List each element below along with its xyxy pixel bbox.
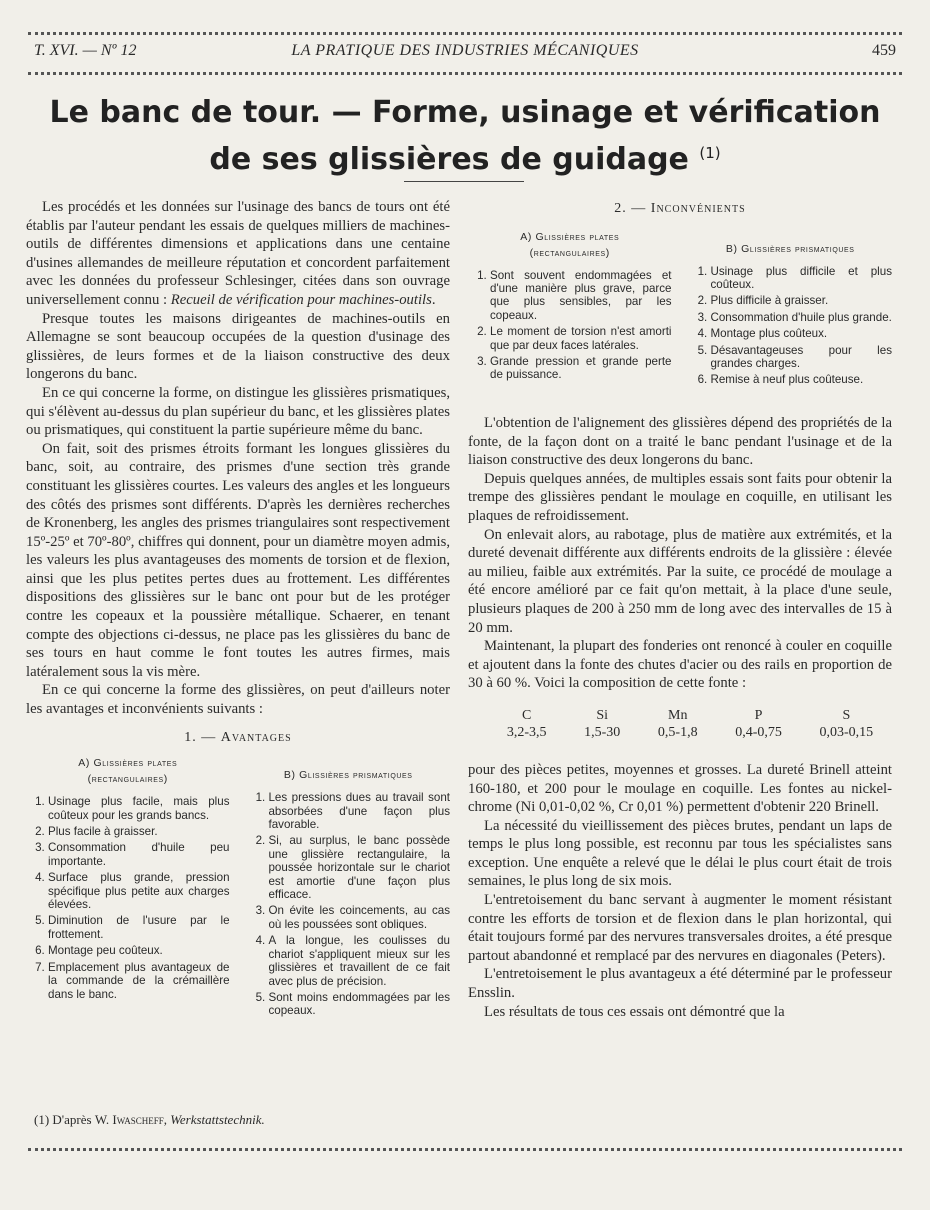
composition-column <box>584 707 620 741</box>
left-column <box>26 198 450 1021</box>
title-rule <box>404 181 524 182</box>
composition-column <box>735 707 782 741</box>
paragraph: L'entretoisement le plus avantageux a été déterminé par le professeur Ensslin. <box>468 966 892 1002</box>
issue-number: T. XVI. — Nº 12 <box>34 42 137 59</box>
paragraph: En ce qui concerne la forme des glissières, on peut d'ailleurs noter les avantages et inconvénients suivants : <box>26 682 450 718</box>
list-item: 7. Emplacement plus avantageux de la commande de la crémaillère dans le banc. <box>48 961 230 1001</box>
footnote: (1) D'après W. Iwascheff, Werkstattstechnik. <box>34 1112 265 1127</box>
element-range: 1,5-30 <box>584 724 621 740</box>
paragraph: pour des pièces petites, moyennes et grosses. La dureté Brinell atteint 160-180, et 200 pour le moulage en coquille. Les fontes au nickel-chrome (Ni 0,01-0,02 %, Cr 0,01 %) permettent d'obtenir 220 Brinell. <box>468 761 892 816</box>
paragraph: L'entretoisement du banc servant à augmenter le moment résistant contre les efforts de torsion et de flexion dans le plan horizontal, qui était toujours formé par des nervures transversales droites, a été presque partout abandonné et remplacé par des nervures en diagonales (Peters). <box>468 892 892 964</box>
list-item: 1. Usinage plus difficile et plus coûteux. <box>710 265 892 292</box>
list-item: 6. Remise à neuf plus coûteuse. <box>710 373 892 386</box>
inconvenients-table <box>468 229 892 390</box>
list-item: 2. Plus difficile à graisser. <box>710 294 892 307</box>
advantages-table <box>26 755 450 1021</box>
list-item: 1. Usinage plus facile, mais plus coûteux pour les grands bancs. <box>48 795 230 822</box>
element-symbol: P <box>754 707 763 723</box>
running-header <box>34 42 896 64</box>
element-range: 0,5-1,8 <box>657 724 698 740</box>
paragraph: La nécessité du vieillissement des pièces brutes, pendant un laps de temps le plus long possible, est reconnu par tous les spécialistes sans exception. Une enquête a relevé que le délai le plus court était de trois semaines, le plus long de six mois. <box>468 817 892 890</box>
element-symbol: Si <box>596 707 609 723</box>
paragraph: Depuis quelques années, de multiples essais sont faits pour obtenir la trempe des glissières pendant le moulage en coquille, en utilisant les plaques de refroidissement. <box>468 470 892 524</box>
list-item: 2. Le moment de torsion n'est amorti que par deux faces latérales. <box>490 325 672 352</box>
advantages-flat <box>26 755 230 1021</box>
element-symbol: C <box>521 707 532 723</box>
article-title <box>40 93 890 180</box>
inconvenients-flat <box>468 229 672 390</box>
page-number: 459 <box>872 42 896 59</box>
bottom-dotted-rule <box>28 1148 902 1151</box>
subheading: A) Glissières plates (rectangulaires) <box>78 757 178 786</box>
element-range: 0,4-0,75 <box>735 724 782 740</box>
paragraph: En ce qui concerne la forme, on distingue les glissières prismatiques, qui s'élèvent au-dessus du plan supérieur du banc, et les glissières plates ou prismatiques, qui constituent la partie supérieure même du banc. <box>26 384 450 439</box>
composition-column <box>507 707 547 741</box>
list-item: 1. Sont souvent endommagées et d'une manière plus grave, parce que plus sensibles, par les copeaux. <box>490 269 672 323</box>
element-range: 0,03-0,15 <box>819 724 874 740</box>
journal-title: LA PRATIQUE DES INDUSTRIES MÉCANIQUES <box>291 42 639 59</box>
list-item: 4. Montage plus coûteux. <box>710 327 892 340</box>
element-symbol: Mn <box>668 707 688 723</box>
inconvenients-prismatic <box>688 229 892 390</box>
paragraph: L'obtention de l'alignement des glissières dépend des propriétés de la fonte, de la façon dont on a traité le banc pendant l'usinage et de la liaison constructive des deux longerons du banc. <box>468 415 892 469</box>
list-item: 3. On évite les coincements, au cas où les poussées sont obliques. <box>268 904 450 931</box>
list-item: 3. Consommation d'huile peu importante. <box>48 841 230 868</box>
title-note-ref: (1) <box>699 144 721 162</box>
paragraph: On fait, soit des prismes étroits formant les longues glissières du banc, soit, au contraire, des prismes d'une section très grande constituant les glissières courtes. Les valeurs des angles et les longueurs des côtés des prismes sont différents. D'après les dernières recherches de Kronenberg, les angles des prismes triangulaires sont respectivement 15º-25º et 70º-80º, chiffres qui donnent, pour un diamètre moyen admis, les valeurs les plus avantageuses des moments de torsion et de flexion, ainsi que les plus petites pertes dues au frottement. Les différentes dispositions des glissières sur le banc ont pour but de les protéger contre les copeaux et la poussière métallique. Schaerer, en tenant compte des objections ci-dessus, ne place pas les glissières du banc de ses tours en haut comme le font toutes les autres firmes, mais latéralement sous la vis mère. <box>26 440 450 680</box>
list-item: 3. Consommation d'huile plus grande. <box>710 311 892 324</box>
paragraph: On enlevait alors, au rabotage, plus de matière aux extrémités, et la dureté devenait différente aux différents endroits de la glissière : élevée au milieu, faible aux extrémités. Par la suite, ce procédé de moulage a été encore amélioré par ce fait qu'on mettait, à la place d'une seule, plusieurs plaques de 200 à 250 mm de long avec des intervalles de 15 à 20 mm. <box>468 526 892 636</box>
subheading: A) Glissières plates (rectangulaires) <box>520 230 620 259</box>
composition-column <box>820 707 874 741</box>
list-item: 4. A la longue, les coulisses du chariot s'appliquent mieux sur les glissières et travaillent de ce fait avec plus de précision. <box>268 934 450 988</box>
list-item: 2. Si, au surplus, le banc possède une glissière rectangulaire, la poussée horizontale sur le chariot est amortie d'une façon plus efficace. <box>268 834 450 901</box>
composition-table <box>488 707 892 741</box>
right-column-body <box>468 414 892 1021</box>
paragraph: Les procédés et les données sur l'usinage des bancs de tours ont été établis par l'auteur pendant les essais de quelques milliers de machines-outils de différentes dimensions et applications dans une centaine d'usines allemandes de meilleure réputation et concordent parfaitement avec les données du professeur Schlesinger, citées dans son ouvrage universellement connu : Recueil de vérification pour machines-outils. <box>26 199 450 308</box>
list-item: 2. Plus facile à graisser. <box>48 825 230 838</box>
section-advantages-heading: 1. — Avantages <box>184 729 292 745</box>
paragraph: Les résultats de tous ces essais ont démontré que la <box>484 1003 785 1020</box>
list-item: 4. Surface plus grande, pression spécifique plus petite aux charges élevées. <box>48 871 230 911</box>
header-dotted-rule <box>28 72 902 75</box>
title-line-2: de ses glissières de guidage <box>209 142 689 177</box>
right-column-top <box>468 200 892 390</box>
top-dotted-rule <box>28 32 902 35</box>
list-item: 5. Désavantageuses pour les grandes charges. <box>710 344 892 371</box>
list-item: 5. Sont moins endommagées par les copeaux. <box>268 991 450 1018</box>
list-item: 6. Montage peu coûteux. <box>48 944 230 957</box>
subheading: B) Glissières prismatiques <box>283 769 413 782</box>
advantages-prismatic <box>246 755 450 1021</box>
paragraph: Maintenant, la plupart des fonderies ont renoncé à couler en coquille et ajoutent dans la fonte des chutes d'acier ou des rails en proportion de 30 à 60 %. Voici la composition de cette fonte : <box>468 638 892 692</box>
book-title: Recueil de vérification pour machines-outils <box>170 291 432 308</box>
title-line-1: Le banc de tour. — Forme, usinage et vérification <box>49 95 881 130</box>
footnote-author: W. Iwascheff, <box>94 1112 167 1127</box>
subheading: B) Glissières prismatiques <box>725 242 855 255</box>
element-symbol: S <box>842 707 851 723</box>
element-range: 3,2-3,5 <box>506 724 547 740</box>
list-item: 1. Les pressions dues au travail sont absorbées d'une façon plus favorable. <box>268 791 450 831</box>
paragraph: Presque toutes les maisons dirigeantes de machines-outils en Allemagne se sont beaucoup occupées de la question d'usinage des glissières, de leurs formes et de la liaison constructive des deux longerons du banc. <box>26 310 450 383</box>
composition-column <box>658 707 698 741</box>
list-item: 5. Diminution de l'usure par le frottement. <box>48 914 230 941</box>
list-item: 3. Grande pression et grande perte de puissance. <box>490 355 672 382</box>
section-inconvenients-heading: 2. — Inconvénients <box>614 201 746 216</box>
footnote-source: Werkstattstechnik. <box>170 1112 265 1127</box>
